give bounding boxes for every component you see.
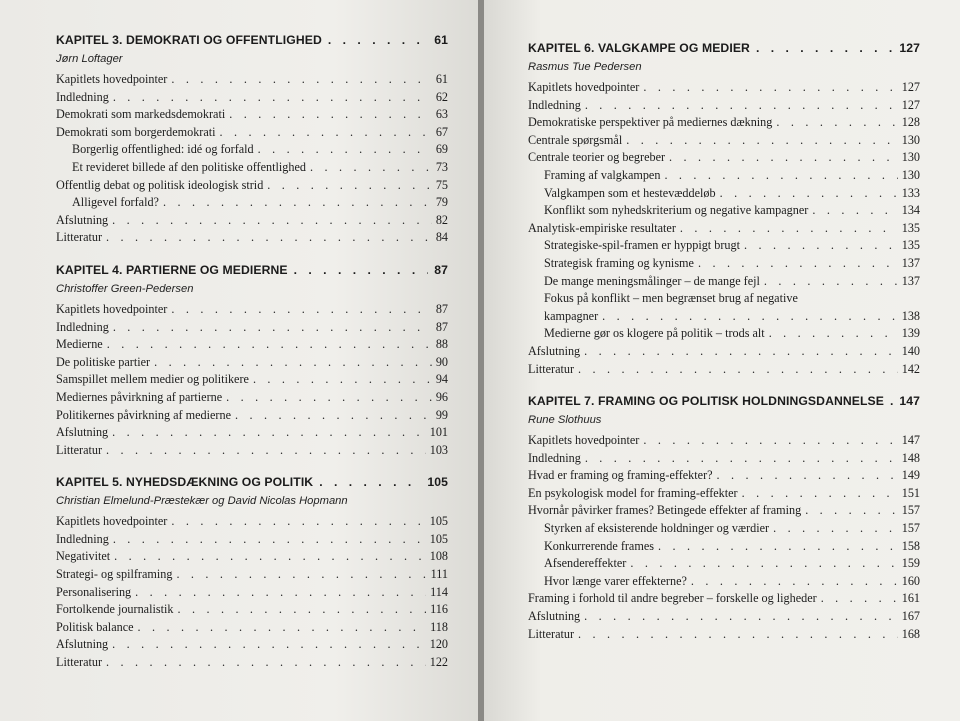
dot-leader — [131, 584, 426, 602]
toc-entry-page-number: 118 — [430, 619, 448, 634]
dot-leader — [134, 619, 427, 637]
dot-leader — [676, 220, 898, 238]
dot-leader — [108, 424, 426, 442]
toc-entry-text: Kapitlets hovedpointer — [56, 301, 168, 316]
toc-entry-text: Framing af valgkampen — [544, 167, 661, 182]
toc-entry-text: Strategisk framing og kynisme — [544, 255, 694, 270]
toc-entry — [56, 442, 448, 460]
table-of-contents-right — [528, 38, 920, 656]
dot-leader — [581, 450, 898, 468]
toc-entry-page-number: 99 — [435, 407, 448, 422]
toc-entry — [528, 450, 920, 468]
toc-entry-text: Litteratur — [528, 361, 575, 376]
toc-entry-page-number: 157 — [901, 521, 920, 536]
dot-leader — [740, 237, 898, 255]
dot-leader — [110, 548, 426, 566]
toc-entry — [528, 149, 920, 167]
dot-leader — [167, 513, 425, 531]
toc-entry — [528, 325, 920, 343]
toc-entry-text: Politisk balance — [56, 619, 134, 634]
dot-leader — [109, 319, 432, 337]
left-page — [0, 0, 478, 721]
toc-entry-text: Valgkampen som et hestevæddeløb — [544, 185, 716, 200]
toc-entry-page-number: 135 — [901, 220, 920, 235]
chapter-heading — [56, 30, 448, 51]
dot-leader — [622, 132, 898, 150]
toc-entry-page-number: 88 — [435, 337, 448, 352]
toc-entry-page-number: 105 — [429, 531, 448, 546]
toc-entry-page-number: 142 — [901, 361, 920, 376]
toc-entry — [56, 124, 448, 142]
toc-entry-text: Mediernes påvirkning af partierne — [56, 389, 223, 404]
chapter-page-number: 87 — [434, 262, 448, 277]
toc-entry-page-number: 94 — [435, 372, 448, 387]
toc-entry-text: Konflikt som nyhedskriterium og negative kampagner — [544, 203, 809, 218]
dot-leader — [216, 124, 432, 142]
toc-entry — [56, 336, 448, 354]
toc-entry — [56, 177, 448, 195]
chapter-title-wrap — [56, 30, 428, 51]
toc-entry — [528, 573, 920, 591]
dot-leader — [580, 608, 898, 626]
chapter-heading — [528, 391, 920, 412]
toc-entry-page-number: 101 — [429, 425, 448, 440]
toc-entry-page-number: 63 — [435, 107, 448, 122]
toc-entry — [528, 273, 920, 291]
toc-entry-text: Centrale teorier og begreber — [528, 150, 666, 165]
toc-entry-page-number: 139 — [901, 326, 920, 341]
toc-entry — [528, 361, 920, 379]
chapter-title-wrap — [56, 260, 428, 281]
right-page — [484, 0, 960, 721]
toc-entry-page-number: 84 — [435, 230, 448, 245]
dot-leader — [306, 159, 432, 177]
toc-entry — [56, 407, 448, 425]
toc-entry-page-number: 96 — [435, 389, 448, 404]
toc-entry-page-number: 122 — [429, 655, 448, 670]
toc-entry-text: Afslutning — [56, 425, 109, 440]
toc-entry-text: Et revideret billede af den politiske offentlighed — [72, 159, 306, 174]
toc-entry — [56, 71, 448, 89]
toc-entry-text: Indledning — [528, 97, 581, 112]
toc-entry-page-number: 147 — [901, 433, 920, 448]
toc-entry-page-number: 130 — [901, 132, 920, 147]
toc-entry — [528, 290, 920, 325]
dot-leader — [687, 573, 898, 591]
toc-entry-text: Kapitlets hovedpointer — [528, 433, 640, 448]
dot-leader — [102, 654, 426, 672]
toc-entry-page-number: 87 — [435, 301, 448, 316]
chapter-title: KAPITEL 5. NYHEDSDÆKNING OG POLITIK — [56, 475, 314, 490]
toc-entry-text: Offentlig debat og politisk ideologisk strid — [56, 177, 264, 192]
dot-leader — [313, 472, 421, 493]
chapter-page-number: 61 — [434, 33, 448, 47]
toc-entry-text: Afslutning — [56, 637, 109, 652]
dot-leader — [772, 114, 897, 132]
dot-leader — [716, 185, 898, 203]
dot-leader — [108, 636, 426, 654]
toc-entry — [528, 167, 920, 185]
toc-entry-text: Afsendereffekter — [544, 556, 627, 571]
toc-entry-text: Politikernes påvirkning af medierne — [56, 407, 231, 422]
dot-leader — [817, 590, 898, 608]
dot-leader — [750, 38, 893, 59]
toc-entry-line — [528, 308, 920, 326]
toc-entry-page-number: 157 — [901, 503, 920, 518]
dot-leader — [167, 301, 431, 319]
dot-leader — [167, 71, 431, 89]
toc-entry-text: Indledning — [56, 89, 109, 104]
chapter-title-wrap — [528, 391, 893, 412]
dot-leader — [626, 555, 897, 573]
dot-leader — [801, 502, 898, 520]
toc-entry-text: Litteratur — [56, 230, 103, 245]
toc-entry-page-number: 67 — [435, 124, 448, 139]
chapter-title: KAPITEL 3. DEMOKRATI OG OFFENTLIGHED — [56, 33, 322, 47]
toc-entry — [528, 485, 920, 503]
dot-leader — [103, 336, 432, 354]
dot-leader — [581, 97, 898, 115]
toc-entry-page-number: 167 — [901, 609, 920, 624]
dot-leader — [249, 371, 432, 389]
toc-entry-page-number: 73 — [435, 159, 448, 174]
toc-entry — [56, 389, 448, 407]
toc-entry — [56, 531, 448, 549]
toc-entry-text: Personalisering — [56, 584, 132, 599]
toc-entry — [56, 159, 448, 177]
toc-entry-page-number: 137 — [901, 273, 920, 288]
toc-entry — [56, 194, 448, 212]
chapter-block — [56, 260, 448, 459]
toc-entry-text: Demokrati som markedsdemokrati — [56, 107, 226, 122]
toc-entry-text: Afslutning — [528, 343, 581, 358]
toc-entry — [56, 354, 448, 372]
chapter-heading — [56, 260, 448, 281]
toc-entry — [56, 566, 448, 584]
dot-leader — [884, 391, 893, 412]
toc-entry — [56, 371, 448, 389]
toc-entry-text: Indledning — [56, 531, 109, 546]
dot-leader — [263, 177, 432, 195]
toc-entry-page-number: 148 — [901, 450, 920, 465]
toc-entry-page-number: 159 — [901, 556, 920, 571]
toc-entry-page-number: 114 — [430, 584, 448, 599]
toc-entry-page-number: 135 — [901, 238, 920, 253]
chapter-page-number: 127 — [899, 41, 920, 55]
toc-entry-text: Demokratiske perspektiver på mediernes dækning — [528, 115, 773, 130]
toc-entry — [56, 548, 448, 566]
toc-entry-page-number: 158 — [901, 538, 920, 553]
toc-entry-page-number: 105 — [429, 514, 448, 529]
toc-entry-text: Afslutning — [56, 212, 109, 227]
toc-entry-text: Kapitlets hovedpointer — [56, 514, 168, 529]
toc-entry-text: Litteratur — [528, 626, 575, 641]
toc-entry — [528, 79, 920, 97]
dot-leader — [713, 467, 898, 485]
toc-entry-text: Hvor længe varer effekterne? — [544, 573, 687, 588]
toc-entry-page-number: 79 — [435, 195, 448, 210]
toc-entry-page-number: 82 — [435, 212, 448, 227]
toc-entry-text: Centrale spørgsmål — [528, 132, 623, 147]
chapter-block — [528, 391, 920, 643]
dot-leader — [288, 260, 429, 281]
chapter-page-number: 147 — [899, 394, 920, 409]
toc-entry-text: Borgerlig offentlighed: idé og forfald — [72, 142, 254, 157]
toc-entry — [528, 343, 920, 361]
dot-leader — [574, 626, 898, 644]
toc-entry-text: Kapitlets hovedpointer — [528, 80, 640, 94]
dot-leader — [102, 442, 426, 460]
dot-leader — [580, 343, 898, 361]
toc-entry-page-number: 140 — [901, 343, 920, 358]
toc-entry — [56, 229, 448, 247]
table-of-contents-left — [56, 30, 448, 685]
toc-entry-text: Samspillet mellem medier og politikere — [56, 372, 249, 387]
dot-leader — [109, 89, 432, 107]
toc-entry-text: Litteratur — [56, 655, 103, 670]
toc-entry — [56, 89, 448, 107]
toc-entry-page-number: 103 — [429, 442, 448, 457]
toc-entry — [56, 141, 448, 159]
toc-entry-page-number: 90 — [435, 354, 448, 369]
toc-entry-text: Indledning — [528, 450, 581, 465]
toc-entry — [528, 626, 920, 644]
toc-entry-page-number: 62 — [435, 89, 448, 104]
toc-entry — [528, 432, 920, 450]
dot-leader — [639, 432, 897, 450]
toc-entry — [56, 513, 448, 531]
toc-entry-page-number: 130 — [901, 150, 920, 165]
dot-leader — [639, 79, 897, 97]
dot-leader — [108, 212, 432, 230]
toc-entry-text: De mange meningsmålinger – de mange fejl — [544, 273, 760, 288]
toc-entry — [56, 619, 448, 637]
toc-entry-text: Alligevel forfald? — [72, 195, 159, 210]
toc-entry-text: Negativitet — [56, 549, 111, 564]
dot-leader — [808, 202, 897, 220]
dot-leader — [222, 389, 432, 407]
toc-entry-text: Framing i forhold til andre begreber – forskelle og ligheder — [528, 591, 817, 606]
toc-entry — [56, 424, 448, 442]
toc-entry-text: Konkurrerende frames — [544, 538, 654, 553]
dot-leader — [660, 167, 897, 185]
toc-entry-text: Litteratur — [56, 442, 103, 457]
dot-leader — [150, 354, 432, 372]
toc-entry-text: Demokrati som borgerdemokrati — [56, 124, 216, 139]
toc-entry-page-number: 116 — [430, 602, 448, 617]
toc-entry-text: Hvornår påvirker frames? Betingede effekter af framing — [528, 503, 802, 518]
chapter-title: KAPITEL 6. VALGKAMPE OG MEDIER — [528, 41, 750, 55]
dot-leader — [254, 141, 432, 159]
dot-leader — [738, 485, 898, 503]
toc-entry — [528, 555, 920, 573]
chapter-heading — [56, 472, 448, 493]
toc-entry-page-number: 75 — [435, 177, 448, 192]
toc-entry — [528, 202, 920, 220]
chapter-author: Jørn Loftager — [56, 53, 123, 65]
dot-leader — [102, 229, 432, 247]
chapter-block — [56, 472, 448, 671]
dot-leader — [574, 361, 898, 379]
toc-entry — [528, 237, 920, 255]
chapter-author: Christoffer Green-Pedersen — [56, 282, 194, 295]
toc-entry — [528, 538, 920, 556]
toc-entry — [528, 255, 920, 273]
chapter-title: KAPITEL 4. PARTIERNE OG MEDIERNE — [56, 262, 288, 277]
toc-entry-text: Hvad er framing og framing-effekter? — [528, 468, 713, 483]
toc-entry — [56, 319, 448, 337]
toc-entry — [56, 301, 448, 319]
chapter-block — [528, 38, 920, 378]
toc-entry-text: Styrken af eksisterende holdninger og værdier — [544, 521, 770, 536]
chapter-block — [56, 30, 448, 247]
toc-entry — [528, 220, 920, 238]
toc-entry-page-number: 168 — [901, 626, 920, 641]
toc-entry-page-number: 108 — [429, 549, 448, 564]
dot-leader — [173, 601, 426, 619]
toc-entry — [528, 502, 920, 520]
toc-entry-text: Fortolkende journalistik — [56, 602, 174, 617]
dot-leader — [322, 30, 428, 51]
toc-entry — [528, 590, 920, 608]
chapter-author: Rune Slothuus — [528, 414, 602, 427]
toc-entry-text: Indledning — [56, 319, 109, 334]
toc-entry-page-number: 127 — [901, 97, 920, 112]
toc-entry — [56, 601, 448, 619]
toc-entry-page-number: 130 — [901, 167, 920, 182]
toc-entry — [528, 467, 920, 485]
dot-leader — [598, 308, 898, 326]
toc-entry-text-continued: kampagner — [544, 308, 599, 323]
toc-entry-page-number: 160 — [901, 573, 920, 588]
toc-entry-text: Medierne gør os klogere på politik – trods alt — [544, 326, 765, 341]
toc-entry-page-number: 149 — [901, 468, 920, 483]
toc-entry — [528, 132, 920, 150]
dot-leader — [231, 407, 432, 425]
chapter-title-wrap — [528, 38, 893, 59]
toc-entry-page-number: 69 — [435, 142, 448, 157]
toc-entry-text: Analytisk-empiriske resultater — [528, 220, 676, 235]
toc-entry-page-number: 161 — [901, 591, 920, 606]
toc-entry — [528, 608, 920, 626]
toc-entry — [528, 185, 920, 203]
toc-entry-page-number: 151 — [901, 485, 920, 500]
dot-leader — [159, 194, 432, 212]
toc-entry — [56, 654, 448, 672]
toc-entry — [56, 584, 448, 602]
dot-leader — [765, 325, 898, 343]
dot-leader — [665, 149, 898, 167]
chapter-page-number: 105 — [427, 475, 448, 490]
toc-entry-page-number: 138 — [901, 308, 920, 323]
toc-entry-page-number: 111 — [430, 567, 448, 582]
toc-entry-text: Kapitlets hovedpointer — [56, 72, 168, 86]
toc-entry — [528, 114, 920, 132]
chapter-title: KAPITEL 7. FRAMING OG POLITISK HOLDNINGSDANNELSE — [528, 394, 884, 409]
toc-entry-text: Medierne — [56, 337, 103, 352]
chapter-heading — [528, 38, 920, 59]
chapter-author: Christian Elmelund-Præstekær og David Nicolas Hopmann — [56, 495, 348, 508]
dot-leader — [654, 538, 898, 556]
toc-entry-text: Fokus på konflikt – men begrænset brug af negative — [544, 291, 798, 306]
toc-entry — [56, 212, 448, 230]
toc-entry — [528, 97, 920, 115]
toc-entry — [528, 520, 920, 538]
dot-leader — [109, 531, 426, 549]
toc-entry-page-number: 133 — [901, 185, 920, 200]
dot-leader — [760, 273, 898, 291]
dot-leader — [172, 566, 426, 584]
dot-leader — [769, 520, 898, 538]
toc-entry-text: De politiske partier — [56, 354, 151, 369]
toc-entry-page-number: 127 — [901, 80, 920, 94]
dot-leader — [225, 106, 432, 124]
chapter-author: Rasmus Tue Pedersen — [528, 61, 642, 73]
toc-entry-page-number: 134 — [901, 203, 920, 218]
toc-entry-page-number: 87 — [435, 319, 448, 334]
toc-entry-page-number: 120 — [429, 637, 448, 652]
toc-entry-text: Afslutning — [528, 609, 581, 624]
toc-entry-text: Strategiske-spil-framen er hyppigt brugt — [544, 238, 740, 253]
toc-entry-text: En psykologisk model for framing-effekter — [528, 485, 738, 500]
chapter-title-wrap — [56, 472, 421, 493]
toc-entry — [56, 636, 448, 654]
toc-entry-page-number: 128 — [901, 115, 920, 130]
toc-entry-page-number: 61 — [435, 72, 448, 86]
toc-entry-page-number: 137 — [901, 255, 920, 270]
toc-entry-text: Strategi- og spilframing — [56, 567, 173, 582]
toc-entry — [56, 106, 448, 124]
dot-leader — [694, 255, 898, 273]
